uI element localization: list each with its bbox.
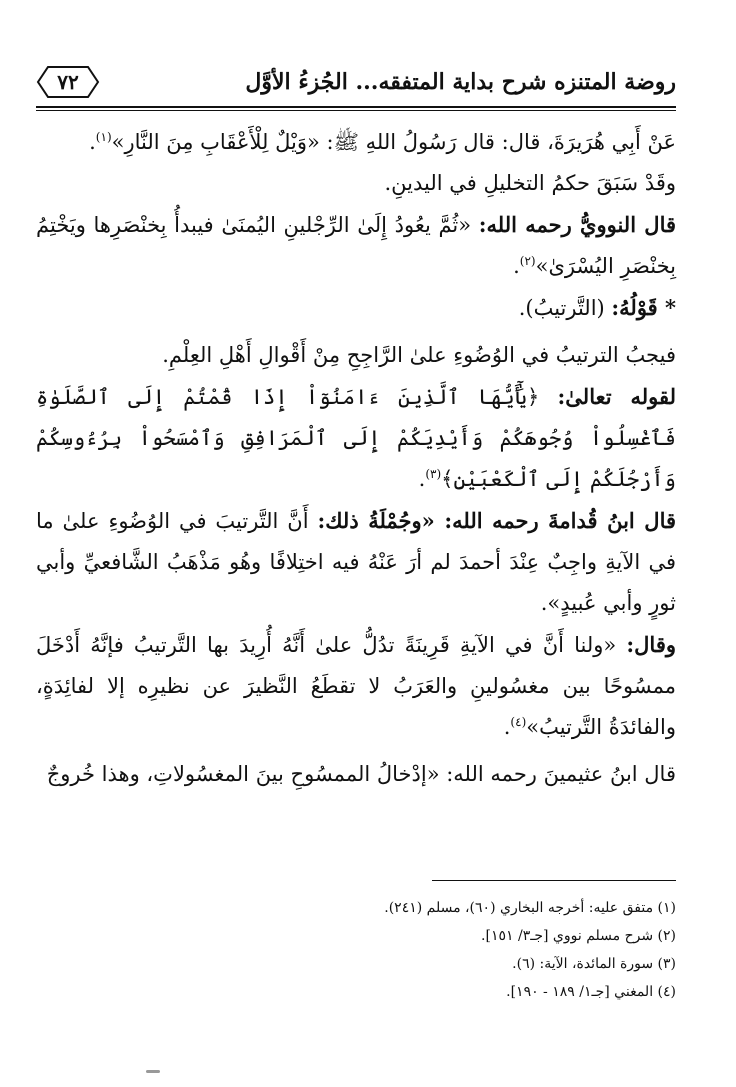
verse-label: لقوله تعالىٰ: — [557, 384, 676, 409]
footnote-ref-4[interactable]: (٤) — [510, 715, 527, 729]
page-number: ٧٢ — [57, 70, 79, 94]
footnote-3: (٣) سورة المائدة، الآية: (٦). — [512, 956, 676, 972]
speaker-label: قال ابنُ قُدامةَ رحمه الله: — [444, 508, 677, 533]
qawluhu-label: * قَوْلُهُ: — [611, 295, 676, 320]
paragraph-qawluhu: * قَوْلُهُ: (التَّرتيبُ). — [518, 295, 676, 320]
main-text — [36, 122, 676, 795]
scan-mark — [146, 1070, 160, 1073]
paragraph-ibn-qudama: قال ابنُ قُدامةَ رحمه الله: «وجُمْلَةُ ذلك: أَنَّ التَّرتيبَ في الوُضُوءِ علىٰ ما في الآيةِ واجِبٌ عِنْدَ أحمدَ لم أرَ عَنْهُ فيه اختِلافًا وهُو مَذْهَبُ الشَّافعيِّ وأبي ثورٍ وأبي عُبيدٍ». — [36, 508, 677, 615]
paragraph-nawawi: قال النوويُّ رحمه الله: «ثُمَّ يعُودُ إِلَىٰ الرِّجْلينِ اليُمنَىٰ فيبدأُ بِخنْصَرِها ويَخْتِمُ بِخنْصَرِ اليُسْرَىٰ»$^{(٢)}$. — [36, 212, 677, 278]
paragraph-verse: لقوله تعالىٰ: ﴿يَٰٓأَيُّهَا ٱلَّذِينَ ءَامَنُوٓاْ إِذَا قُمْتُمْ إِلَى ٱلصَّلَوٰةِ فَٱغْسِلُواْ وُجُوهَكُمْ وَأَيْدِيَكُمْ إِلَى ٱلْمَرَافِقِ وَٱمْسَحُواْ بِرُءُوسِكُمْ وَأَرْجُلَكُمْ إِلَى ٱلْكَعْبَيْنِ﴾$^{(٣)}$. — [36, 384, 676, 491]
footnotes — [36, 894, 676, 1006]
paragraph-note: وقَدْ سَبَقَ حكمُ التخليلِ في اليدينِ. — [384, 171, 676, 195]
footnote-4: (٤) المغني [جـ١/ ١٨٩ - ١٩٠]. — [506, 984, 676, 1000]
speaker-label: قال النوويُّ رحمه الله: — [478, 212, 677, 237]
speaker-label: وقال: — [626, 632, 676, 657]
footnote-2: (٢) شرح مسلم نووي [جـ٣/ ١٥١]. — [481, 928, 676, 944]
footnote-divider — [432, 880, 676, 881]
page-number-badge — [36, 65, 100, 99]
footnote-ref-3[interactable]: (٣) — [425, 467, 442, 481]
running-title: روضة المتنزه شرح بداية المتفقه... الجُزءُ الأوَّل — [245, 69, 676, 95]
paragraph-qala: وقال: «ولنا أَنَّ في الآيةِ قَرِينَةً تدُلُّ علىٰ أَنَّهُ أُرِيدَ بها التَّرتيبُ فإنَّهُ أَدْخَلَ ممسُوحًا بين مغسُولينِ والعَرَبُ لا تقطَعُ النَّظيرَ عن نظيرِه إلا لفائِدَةٍ، والفائدَةُ التَّرتيبُ»$^{(٤)}$. — [36, 632, 676, 739]
footnote-ref-2[interactable]: (٢) — [519, 254, 536, 268]
header-divider — [36, 106, 676, 111]
paragraph-ruling: فيجبُ الترتيبُ في الوُضُوءِ علىٰ الرَّاجِحِ مِنْ أَقْوالِ أَهْلِ العِلْمِ. — [162, 343, 676, 367]
paragraph-hadith: عَنْ أَبِي هُرَيرَةَ، قال: قال رَسُولُ اللهِ ﷺ: «وَيْلٌ لِلْأَعْقَابِ مِنَ النَّارِ»$^{(١)}$. — [89, 130, 676, 154]
page-header — [36, 58, 676, 106]
footnote-1: (١) متفق عليه: أخرجه البخاري (٦٠)، مسلم (٢٤١). — [384, 900, 676, 916]
footnote-ref-1[interactable]: (١) — [95, 130, 112, 144]
paragraph-ibn-uthaymin: قال ابنُ عثيمينَ رحمه الله: «إدْخالُ الممسُوحِ بينَ المغسُولاتِ، وهذا خُروجٌ — [46, 762, 676, 786]
